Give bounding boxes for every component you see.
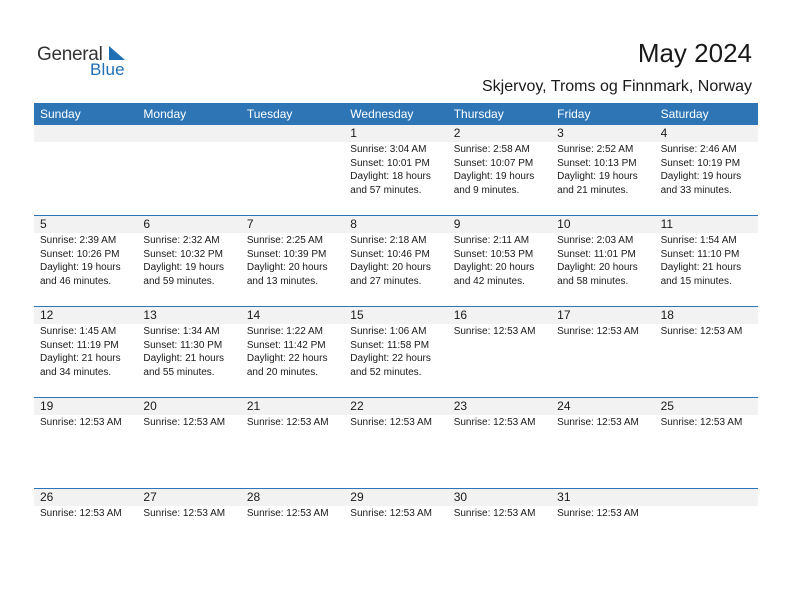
day-info xyxy=(448,233,551,288)
day-cell xyxy=(448,125,551,215)
day-cell xyxy=(551,489,654,579)
day-number: 3 xyxy=(551,125,654,142)
day-number: 8 xyxy=(344,216,447,233)
day-info-line: Daylight: 19 hours xyxy=(143,262,225,273)
day-info xyxy=(344,506,447,521)
weekday-sunday: Sunday xyxy=(40,107,81,121)
day-number: 22 xyxy=(344,398,447,415)
day-cell xyxy=(655,307,758,397)
day-info-line: Daylight: 20 hours xyxy=(246,262,328,273)
day-info-line: Sunrise: 2:52 AM xyxy=(557,144,634,155)
day-number: 21 xyxy=(241,398,344,415)
day-info xyxy=(344,415,447,430)
day-info xyxy=(137,142,240,143)
day-info-line: Sunset: 10:53 PM xyxy=(453,248,534,260)
day-info-line: Sunset: 10:13 PM xyxy=(557,157,637,169)
day-cell xyxy=(34,216,137,306)
day-info xyxy=(137,324,240,379)
day-info-line: Sunrise: 12:53 AM xyxy=(350,417,432,428)
day-info-line: and 34 minutes. xyxy=(40,366,112,378)
day-cell xyxy=(448,398,551,488)
day-info-line: Daylight: 19 hours xyxy=(453,171,535,182)
day-info-line: Sunrise: 12:53 AM xyxy=(453,326,536,337)
day-info-line: Daylight: 21 hours xyxy=(143,353,225,364)
day-cell xyxy=(241,489,344,579)
day-cell xyxy=(448,489,551,579)
day-info-line: Daylight: 22 hours xyxy=(350,353,431,364)
day-cell xyxy=(137,216,240,306)
day-number: 5 xyxy=(34,216,137,233)
day-info-line: Sunset: 10:19 PM xyxy=(660,157,741,169)
day-info-line: Sunrise: 2:58 AM xyxy=(453,144,530,155)
day-cell xyxy=(655,216,758,306)
day-cell xyxy=(241,307,344,397)
day-info-line: Sunrise: 2:03 AM xyxy=(557,235,634,246)
day-info-line: Sunrise: 12:53 AM xyxy=(453,508,536,519)
day-info-line: Sunset: 10:26 PM xyxy=(40,248,120,260)
day-info xyxy=(448,415,551,430)
day-info-line: Sunset: 10:01 PM xyxy=(350,157,430,169)
day-info-line: Sunrise: 12:53 AM xyxy=(40,508,122,519)
day-number xyxy=(655,489,758,506)
day-cell xyxy=(137,307,240,397)
day-info xyxy=(241,233,344,288)
day-info xyxy=(551,324,654,339)
day-info-line: Daylight: 18 hours xyxy=(350,171,431,182)
day-info-line: Sunrise: 2:32 AM xyxy=(143,235,220,246)
day-number: 19 xyxy=(34,398,137,415)
day-info-line: Sunset: 11:19 PM xyxy=(40,339,119,351)
day-info-line: Sunrise: 2:11 AM xyxy=(453,235,530,246)
day-cell xyxy=(344,489,447,579)
day-cell xyxy=(241,216,344,306)
day-info-line: Sunset: 11:42 PM xyxy=(246,339,326,351)
day-number: 29 xyxy=(344,489,447,506)
day-cell xyxy=(137,489,240,579)
day-number xyxy=(34,125,137,142)
location-subtitle: Skjervoy, Troms og Finnmark, Norway xyxy=(482,78,752,95)
day-info-line: Sunrise: 1:22 AM xyxy=(246,326,323,337)
day-number: 4 xyxy=(655,125,758,142)
day-info-line: and 27 minutes. xyxy=(350,275,422,287)
calendar-week xyxy=(34,488,758,579)
day-info xyxy=(241,324,344,379)
day-info-line: and 33 minutes. xyxy=(660,184,732,196)
day-info-line: Sunrise: 12:53 AM xyxy=(143,417,226,428)
day-cell xyxy=(551,307,654,397)
day-info xyxy=(34,324,137,379)
day-cell xyxy=(655,398,758,488)
day-info xyxy=(344,233,447,288)
day-info xyxy=(551,415,654,430)
day-info-line: Daylight: 20 hours xyxy=(453,262,535,273)
day-cell xyxy=(655,489,758,579)
weekday-thursday: Thursday xyxy=(453,107,504,121)
day-cell xyxy=(137,398,240,488)
day-number: 25 xyxy=(655,398,758,415)
day-info-line: and 59 minutes. xyxy=(143,275,215,287)
day-number: 28 xyxy=(241,489,344,506)
day-info-line: Sunset: 10:32 PM xyxy=(143,248,223,260)
day-info xyxy=(34,233,137,288)
weekday-saturday: Saturday xyxy=(660,107,709,121)
day-info-line: Sunset: 10:46 PM xyxy=(350,248,430,260)
day-info-line: Daylight: 20 hours xyxy=(557,262,638,273)
day-number: 6 xyxy=(137,216,240,233)
day-cell xyxy=(344,398,447,488)
calendar-grid xyxy=(34,103,758,579)
day-info-line: and 57 minutes. xyxy=(350,184,422,196)
day-info-line: and 46 minutes. xyxy=(40,275,112,287)
day-info xyxy=(241,142,344,143)
day-info xyxy=(551,233,654,288)
day-info xyxy=(448,506,551,521)
day-number: 1 xyxy=(344,125,447,142)
day-info-line: Sunrise: 1:54 AM xyxy=(660,235,737,246)
day-info-line: and 42 minutes. xyxy=(453,275,525,287)
day-info xyxy=(655,506,758,507)
day-info-line: and 58 minutes. xyxy=(557,275,629,287)
day-info-line: Sunrise: 1:45 AM xyxy=(40,326,117,337)
day-info xyxy=(34,506,137,521)
day-info-line: Sunrise: 12:53 AM xyxy=(40,417,122,428)
day-info xyxy=(137,506,240,521)
day-cell xyxy=(448,307,551,397)
day-info-line: Sunrise: 3:04 AM xyxy=(350,144,427,155)
weekday-wednesday: Wednesday xyxy=(350,107,414,121)
day-info-line: and 20 minutes. xyxy=(246,366,319,378)
day-info xyxy=(448,142,551,197)
day-cell xyxy=(34,307,137,397)
day-number: 15 xyxy=(344,307,447,324)
day-number: 30 xyxy=(448,489,551,506)
day-info-line: Daylight: 22 hours xyxy=(246,353,328,364)
day-cell xyxy=(655,125,758,215)
day-info-line: Sunset: 11:01 PM xyxy=(557,248,636,260)
day-info-line: Sunrise: 12:53 AM xyxy=(557,326,639,337)
day-info-line: and 52 minutes. xyxy=(350,366,422,378)
calendar-week xyxy=(34,125,758,215)
day-cell xyxy=(551,398,654,488)
day-info-line: and 55 minutes. xyxy=(143,366,215,378)
day-number: 17 xyxy=(551,307,654,324)
day-info-line: and 21 minutes. xyxy=(557,184,629,196)
day-info-line: Sunrise: 12:53 AM xyxy=(557,508,639,519)
day-info-line: Sunrise: 12:53 AM xyxy=(660,326,743,337)
day-info xyxy=(241,415,344,430)
day-number: 7 xyxy=(241,216,344,233)
day-info xyxy=(34,142,137,143)
day-info-line: Daylight: 21 hours xyxy=(40,353,121,364)
day-info xyxy=(344,142,447,197)
day-info-line: Daylight: 19 hours xyxy=(660,171,742,182)
day-info xyxy=(655,324,758,339)
calendar-week xyxy=(34,306,758,397)
day-number: 2 xyxy=(448,125,551,142)
day-info xyxy=(655,233,758,288)
day-number: 11 xyxy=(655,216,758,233)
day-info xyxy=(655,142,758,197)
day-info xyxy=(137,233,240,288)
calendar-weeks xyxy=(34,125,758,579)
weekday-header xyxy=(34,103,758,125)
day-info-line: Sunset: 10:07 PM xyxy=(453,157,534,169)
day-number: 31 xyxy=(551,489,654,506)
day-info-line: Daylight: 19 hours xyxy=(40,262,121,273)
day-info xyxy=(655,415,758,430)
day-info-line: Sunset: 10:39 PM xyxy=(246,248,327,260)
weekday-tuesday: Tuesday xyxy=(246,107,293,121)
day-info-line: Sunrise: 12:53 AM xyxy=(660,417,743,428)
day-number: 27 xyxy=(137,489,240,506)
day-cell xyxy=(34,398,137,488)
logo-general-text: General xyxy=(37,44,103,65)
day-info-line: Sunrise: 12:53 AM xyxy=(453,417,536,428)
day-number: 12 xyxy=(34,307,137,324)
weekday-friday: Friday xyxy=(557,107,591,121)
day-number: 26 xyxy=(34,489,137,506)
day-number: 16 xyxy=(448,307,551,324)
day-number: 18 xyxy=(655,307,758,324)
day-info-line: Sunset: 11:58 PM xyxy=(350,339,430,351)
day-cell xyxy=(241,125,344,215)
day-number: 10 xyxy=(551,216,654,233)
weekday-monday: Monday xyxy=(143,107,187,121)
day-info-line: Sunrise: 12:53 AM xyxy=(246,417,329,428)
day-cell xyxy=(551,125,654,215)
day-number xyxy=(137,125,240,142)
day-info-line: and 9 minutes. xyxy=(453,184,520,196)
day-info-line: and 13 minutes. xyxy=(246,275,319,287)
day-info-line: Sunrise: 12:53 AM xyxy=(350,508,432,519)
day-cell xyxy=(241,398,344,488)
day-number: 24 xyxy=(551,398,654,415)
day-info-line: Sunset: 11:30 PM xyxy=(143,339,223,351)
day-info-line: Daylight: 20 hours xyxy=(350,262,431,273)
day-cell xyxy=(448,216,551,306)
day-number: 9 xyxy=(448,216,551,233)
day-info-line: Sunrise: 1:34 AM xyxy=(143,326,220,337)
day-cell xyxy=(34,125,137,215)
day-cell xyxy=(344,216,447,306)
day-info xyxy=(241,506,344,521)
day-info-line: and 15 minutes. xyxy=(660,275,732,287)
day-info-line: Sunrise: 2:18 AM xyxy=(350,235,427,246)
day-info-line: Sunset: 11:10 PM xyxy=(660,248,740,260)
day-info xyxy=(448,324,551,339)
calendar-week xyxy=(34,215,758,306)
calendar-week xyxy=(34,397,758,488)
day-number: 13 xyxy=(137,307,240,324)
day-info xyxy=(551,506,654,521)
day-info xyxy=(551,142,654,197)
logo-blue-text: Blue xyxy=(90,60,125,79)
day-info-line: Sunrise: 2:25 AM xyxy=(246,235,323,246)
day-info-line: Sunrise: 2:46 AM xyxy=(660,144,737,155)
logo xyxy=(37,44,137,84)
page-title: May 2024 xyxy=(637,38,752,68)
day-info-line: Sunrise: 12:53 AM xyxy=(246,508,329,519)
day-info-line: Daylight: 21 hours xyxy=(660,262,742,273)
day-cell xyxy=(34,489,137,579)
day-cell xyxy=(344,307,447,397)
day-cell xyxy=(344,125,447,215)
day-info-line: Daylight: 19 hours xyxy=(557,171,638,182)
day-info xyxy=(344,324,447,379)
day-number: 14 xyxy=(241,307,344,324)
day-number: 20 xyxy=(137,398,240,415)
day-info-line: Sunrise: 12:53 AM xyxy=(143,508,226,519)
day-info-line: Sunrise: 1:06 AM xyxy=(350,326,427,337)
day-cell xyxy=(551,216,654,306)
day-info xyxy=(34,415,137,430)
day-number: 23 xyxy=(448,398,551,415)
day-cell xyxy=(137,125,240,215)
day-info xyxy=(137,415,240,430)
day-number xyxy=(241,125,344,142)
day-info-line: Sunrise: 2:39 AM xyxy=(40,235,117,246)
day-info-line: Sunrise: 12:53 AM xyxy=(557,417,639,428)
